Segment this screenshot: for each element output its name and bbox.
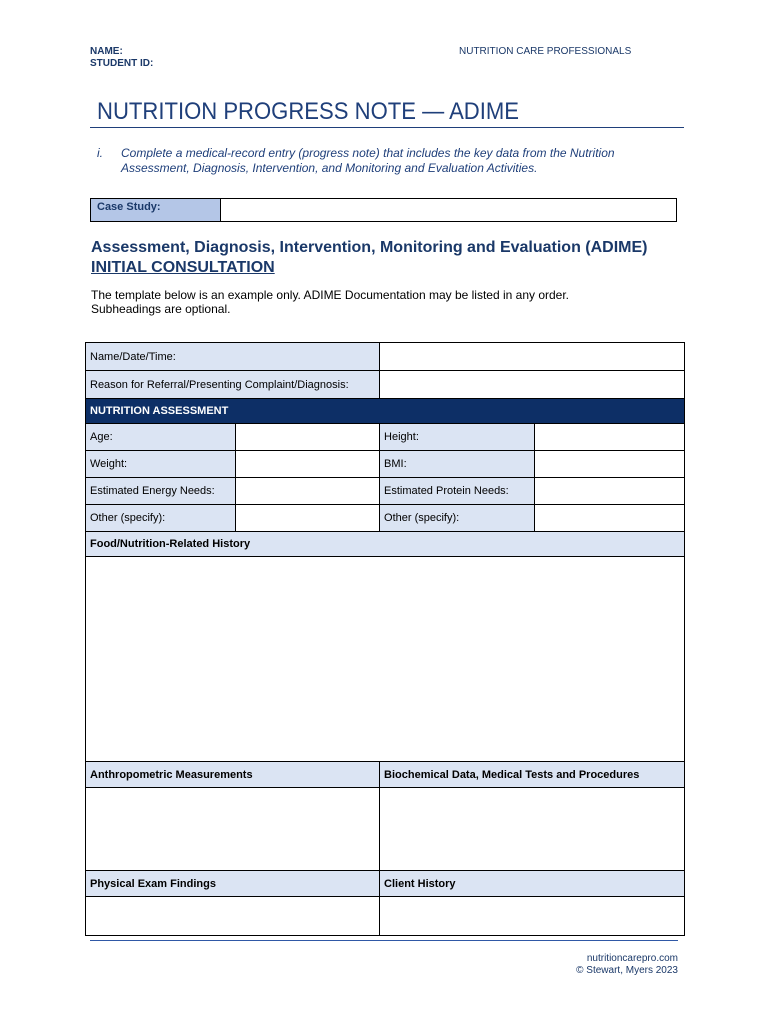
other-left-field[interactable] [236,505,380,532]
case-study-field[interactable] [221,199,676,221]
food-history-field[interactable] [86,557,685,762]
anthropometric-field[interactable] [86,788,380,871]
section-heading-title: Assessment, Diagnosis, Intervention, Monitoring and Evaluation (ADIME) [91,239,648,256]
protein-needs-field[interactable] [535,478,685,505]
student-id-label: STUDENT ID: [90,58,154,69]
age-label: Age: [86,424,236,451]
client-history-header: Client History [380,871,685,897]
client-history-field[interactable] [380,897,685,936]
name-date-time-field[interactable] [380,343,685,371]
energy-needs-label: Estimated Energy Needs: [86,478,236,505]
template-note-line2: Subheadings are optional. [91,302,231,316]
student-info-header [90,46,153,70]
food-history-header: Food/Nutrition-Related History [86,532,685,557]
other-right-label: Other (specify): [380,505,535,532]
section-heading-subtitle: INITIAL CONSULTATION [91,259,275,276]
instruction-number: i. [97,146,103,160]
footer-copyright: © Stewart, Myers 2023 [576,965,678,976]
case-study-label: Case Study: [91,199,221,221]
other-left-label: Other (specify): [86,505,236,532]
title-divider [90,127,684,128]
weight-field[interactable] [236,451,380,478]
instruction [97,146,657,176]
template-note-line1: The template below is an example only. ADIME Documentation may be listed in any order. [91,288,570,302]
energy-needs-field[interactable] [236,478,380,505]
physical-exam-header: Physical Exam Findings [86,871,380,897]
section-heading [91,238,648,278]
adime-table [85,342,685,936]
nutrition-assessment-header: NUTRITION ASSESSMENT [86,399,685,424]
footer [576,953,678,977]
anthropometric-header: Anthropometric Measurements [86,762,380,788]
height-field[interactable] [535,424,685,451]
biochemical-header: Biochemical Data, Medical Tests and Procedures [380,762,685,788]
case-study-row [90,198,677,222]
name-date-time-label: Name/Date/Time: [86,343,380,371]
template-note [91,288,569,316]
age-field[interactable] [236,424,380,451]
biochemical-field[interactable] [380,788,685,871]
height-label: Height: [380,424,535,451]
footer-site: nutritioncarepro.com [586,953,678,964]
reason-label: Reason for Referral/Presenting Complaint/Diagnosis: [86,371,380,399]
weight-label: Weight: [86,451,236,478]
page-title: NUTRITION PROGRESS NOTE — ADIME [97,98,520,125]
protein-needs-label: Estimated Protein Needs: [380,478,535,505]
org-name: NUTRITION CARE PROFESSIONALS [459,46,632,57]
physical-exam-field[interactable] [86,897,380,936]
bmi-label: BMI: [380,451,535,478]
bmi-field[interactable] [535,451,685,478]
other-right-field[interactable] [535,505,685,532]
reason-field[interactable] [380,371,685,399]
instruction-text: Complete a medical-record entry (progress note) that includes the key data from the Nutrition Assessment, Diagnosis, Intervention, and Monitoring and Evaluation Activities. [121,146,615,175]
name-label: NAME: [90,46,123,57]
footer-divider [90,940,678,941]
